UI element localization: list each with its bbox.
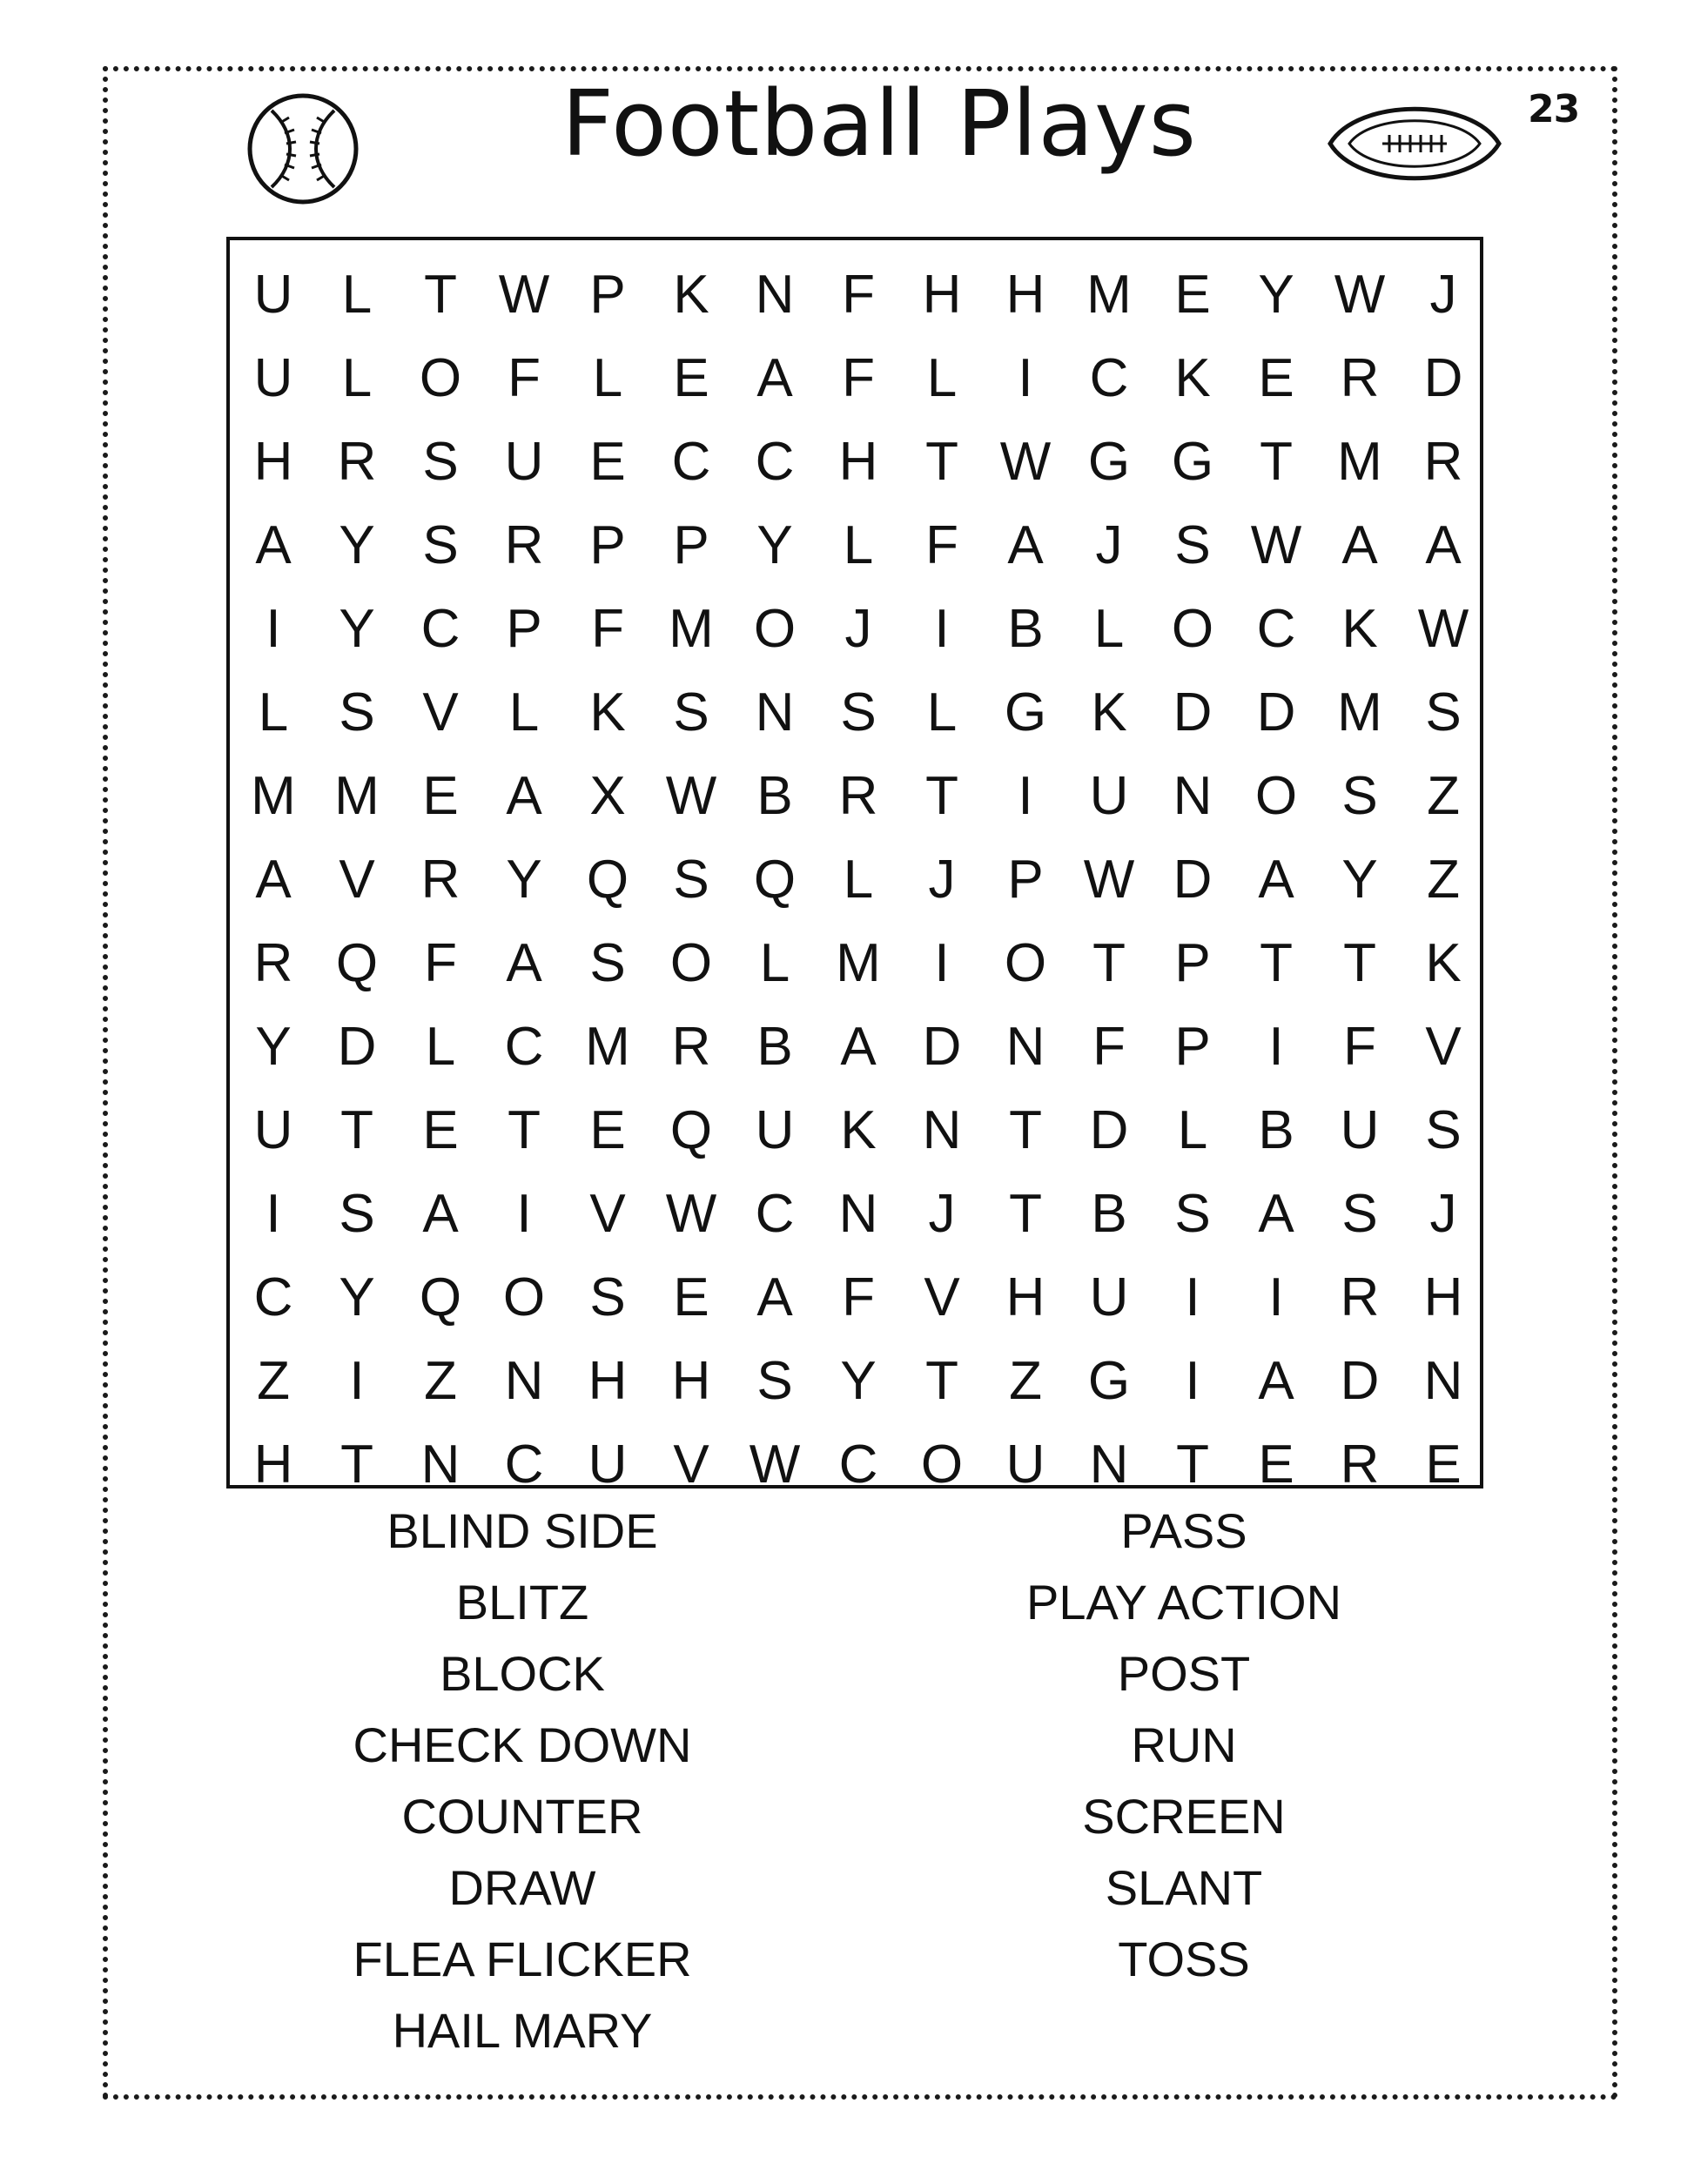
grid-letter[interactable]: U (253, 1099, 293, 1160)
grid-letter[interactable]: J (844, 598, 872, 659)
baseball-icon (245, 91, 360, 206)
grid-letter[interactable]: N (1089, 1434, 1129, 1495)
word-list-item: HAIL MARY (392, 2003, 653, 2058)
word-list-item: PASS (1120, 1503, 1247, 1558)
word-list-right (923, 1495, 1445, 1995)
grid-letter[interactable]: Y (255, 1016, 292, 1077)
grid-letter[interactable]: I (934, 598, 950, 659)
grid-letter[interactable]: N (922, 1099, 962, 1160)
grid-letter[interactable]: W (1334, 264, 1386, 325)
grid-letter[interactable]: C (755, 431, 795, 492)
grid-letter[interactable]: E (589, 1099, 626, 1160)
grid-letter[interactable]: A (1258, 1350, 1294, 1411)
grid-letter[interactable]: R (838, 765, 878, 826)
grid-letter[interactable]: Y (339, 598, 375, 659)
grid-letter[interactable]: I (516, 1183, 532, 1244)
grid-letter[interactable]: B (1091, 1183, 1127, 1244)
grid-letter[interactable]: E (1425, 1434, 1462, 1495)
grid-letter[interactable]: K (840, 1099, 877, 1160)
grid-letter[interactable]: C (755, 1183, 795, 1244)
grid-letter[interactable]: N (1005, 1016, 1045, 1077)
grid-letter[interactable]: M (1086, 264, 1132, 325)
grid-letter[interactable]: M (836, 932, 881, 993)
grid-letter[interactable]: S (1174, 514, 1211, 575)
grid-letter[interactable]: F (1092, 1016, 1126, 1077)
grid-letter[interactable]: W (665, 765, 717, 826)
grid-letter[interactable]: J (928, 849, 956, 910)
grid-letter[interactable]: D (1173, 849, 1213, 910)
grid-letter[interactable]: Q (586, 849, 629, 910)
grid-letter[interactable]: Q (753, 849, 797, 910)
grid-letter[interactable]: S (422, 431, 459, 492)
letter-grid (232, 252, 1485, 1506)
page-number: 23 (1528, 87, 1580, 131)
grid-letter[interactable]: E (673, 347, 709, 408)
grid-letter[interactable]: K (1425, 932, 1462, 993)
grid-letter[interactable]: T (925, 431, 958, 492)
grid-letter[interactable]: S (339, 682, 375, 743)
grid-letter[interactable]: S (1425, 1099, 1462, 1160)
grid-letter[interactable]: S (1341, 1183, 1378, 1244)
word-list-item: SLANT (1105, 1860, 1263, 1915)
word-list-item: CHECK DOWN (353, 1717, 692, 1772)
grid-letter[interactable]: P (1007, 849, 1044, 910)
grid-letter[interactable]: O (1171, 598, 1214, 659)
grid-letter[interactable]: H (671, 1350, 711, 1411)
grid-letter[interactable]: I (1185, 1267, 1200, 1327)
grid-letter[interactable]: W (498, 264, 550, 325)
grid-letter[interactable]: O (419, 347, 462, 408)
grid-letter[interactable]: L (843, 849, 874, 910)
grid-letter[interactable]: I (1018, 765, 1033, 826)
grid-letter[interactable]: E (589, 431, 626, 492)
grid-letter[interactable]: E (1258, 1434, 1294, 1495)
grid-letter[interactable]: P (589, 514, 626, 575)
word-list-item: TOSS (1118, 1932, 1250, 1986)
grid-letter[interactable]: R (1423, 431, 1463, 492)
grid-letter[interactable]: L (843, 514, 874, 575)
grid-letter[interactable]: L (425, 1016, 456, 1077)
grid-letter[interactable]: T (1092, 932, 1126, 993)
grid-letter[interactable]: F (424, 932, 457, 993)
grid-letter[interactable]: S (339, 1183, 375, 1244)
grid-letter[interactable]: T (1260, 431, 1293, 492)
word-list-item: PLAY ACTION (1025, 1575, 1342, 1630)
grid-letter[interactable]: P (1174, 1016, 1211, 1077)
grid-letter[interactable]: V (1425, 1016, 1462, 1077)
grid-letter[interactable]: A (422, 1183, 459, 1244)
grid-letter[interactable]: S (589, 932, 626, 993)
grid-letter[interactable]: S (673, 682, 709, 743)
grid-letter[interactable]: C (504, 1434, 544, 1495)
grid-letter[interactable]: I (349, 1350, 365, 1411)
grid-letter[interactable]: L (926, 347, 958, 408)
grid-letter[interactable]: F (842, 347, 875, 408)
grid-letter[interactable]: Q (419, 1267, 462, 1327)
grid-letter[interactable]: E (1258, 347, 1294, 408)
grid-letter[interactable]: M (669, 598, 714, 659)
grid-letter[interactable]: F (842, 1267, 875, 1327)
word-list-item: SCREEN (1082, 1789, 1286, 1844)
grid-letter[interactable]: I (1185, 1350, 1200, 1411)
grid-letter[interactable]: L (1177, 1099, 1208, 1160)
grid-letter[interactable]: A (1258, 1183, 1294, 1244)
grid-letter[interactable]: K (1341, 598, 1378, 659)
grid-letter[interactable]: M (1337, 682, 1382, 743)
grid-letter[interactable]: C (1089, 347, 1129, 408)
grid-letter[interactable]: P (1174, 932, 1211, 993)
grid-letter[interactable]: I (1018, 347, 1033, 408)
grid-letter[interactable]: L (1093, 598, 1125, 659)
word-list-item: BLITZ (455, 1575, 589, 1630)
grid-letter[interactable]: M (251, 765, 296, 826)
grid-letter[interactable]: O (1254, 765, 1298, 826)
grid-letter[interactable]: Y (339, 1267, 375, 1327)
grid-letter[interactable]: O (502, 1267, 546, 1327)
grid-letter[interactable]: H (588, 1350, 628, 1411)
grid-letter[interactable]: U (588, 1434, 628, 1495)
grid-letter[interactable]: I (1268, 1267, 1284, 1327)
grid-letter[interactable]: T (1176, 1434, 1209, 1495)
football-icon (1323, 94, 1506, 193)
grid-letter[interactable]: O (669, 932, 713, 993)
grid-letter[interactable]: A (255, 514, 292, 575)
grid-letter[interactable]: T (424, 264, 457, 325)
grid-letter[interactable]: D (1256, 682, 1296, 743)
grid-letter[interactable]: N (420, 1434, 460, 1495)
grid-letter[interactable]: S (1425, 682, 1462, 743)
grid-letter[interactable]: C (1256, 598, 1296, 659)
grid-letter[interactable]: D (1423, 347, 1463, 408)
grid-letter[interactable]: W (999, 431, 1052, 492)
grid-letter[interactable]: W (749, 1434, 801, 1495)
grid-letter[interactable]: H (253, 431, 293, 492)
grid-letter[interactable]: K (1174, 347, 1211, 408)
grid-letter[interactable]: B (1007, 598, 1044, 659)
word-list-item: BLIND SIDE (387, 1503, 658, 1558)
grid-letter[interactable]: O (1004, 932, 1047, 993)
grid-letter[interactable]: R (253, 932, 293, 993)
grid-letter[interactable]: L (508, 682, 540, 743)
grid-letter[interactable]: B (756, 765, 793, 826)
grid-letter[interactable]: Y (1341, 849, 1378, 910)
grid-letter[interactable]: R (1340, 1434, 1380, 1495)
grid-letter[interactable]: N (838, 1183, 878, 1244)
grid-letter[interactable]: H (253, 1434, 293, 1495)
grid-letter[interactable]: R (1340, 1267, 1380, 1327)
grid-letter[interactable]: S (840, 682, 877, 743)
grid-letter[interactable]: Y (840, 1350, 877, 1411)
grid-letter[interactable]: P (673, 514, 709, 575)
grid-letter[interactable]: J (1429, 264, 1457, 325)
grid-letter[interactable]: Y (756, 514, 793, 575)
grid-letter[interactable]: V (924, 1267, 960, 1327)
grid-letter[interactable]: U (1340, 1099, 1380, 1160)
grid-letter[interactable]: L (926, 682, 958, 743)
grid-letter[interactable]: A (756, 1267, 793, 1327)
grid-letter[interactable]: H (1423, 1267, 1463, 1327)
grid-letter[interactable]: D (337, 1016, 377, 1077)
grid-letter[interactable]: Y (1258, 264, 1294, 325)
grid-letter[interactable]: Z (1427, 849, 1460, 910)
grid-letter[interactable]: S (1174, 1183, 1211, 1244)
grid-letter[interactable]: T (1009, 1183, 1042, 1244)
grid-letter[interactable]: G (1087, 431, 1131, 492)
grid-letter[interactable]: K (589, 682, 626, 743)
grid-letter[interactable]: P (506, 598, 542, 659)
word-list-item: RUN (1131, 1717, 1237, 1772)
grid-letter[interactable]: S (756, 1350, 793, 1411)
grid-letter[interactable]: H (1005, 1267, 1045, 1327)
grid-letter[interactable]: I (934, 932, 950, 993)
grid-letter[interactable]: S (673, 849, 709, 910)
word-list-item: BLOCK (440, 1646, 605, 1701)
grid-letter[interactable]: G (1171, 431, 1214, 492)
grid-letter[interactable]: T (925, 765, 958, 826)
grid-letter[interactable]: W (665, 1183, 717, 1244)
grid-letter[interactable]: F (508, 347, 541, 408)
grid-letter[interactable]: R (504, 514, 544, 575)
grid-letter[interactable]: O (753, 598, 797, 659)
grid-letter[interactable]: L (258, 682, 289, 743)
grid-letter[interactable]: U (1089, 1267, 1129, 1327)
word-list-item: COUNTER (401, 1789, 643, 1844)
grid-letter[interactable]: B (1258, 1099, 1294, 1160)
grid-letter[interactable]: K (1091, 682, 1127, 743)
grid-letter[interactable]: C (420, 598, 460, 659)
grid-letter[interactable]: A (255, 849, 292, 910)
grid-letter[interactable]: C (504, 1016, 544, 1077)
grid-letter[interactable]: C (838, 1434, 878, 1495)
grid-letter[interactable]: L (341, 264, 373, 325)
grid-letter[interactable]: V (589, 1183, 626, 1244)
grid-letter[interactable]: D (1089, 1099, 1129, 1160)
grid-letter[interactable]: F (842, 264, 875, 325)
grid-letter[interactable]: C (253, 1267, 293, 1327)
grid-letter[interactable]: V (673, 1434, 709, 1495)
grid-letter[interactable]: Z (1009, 1350, 1042, 1411)
grid-letter[interactable]: A (506, 765, 542, 826)
grid-letter[interactable]: C (671, 431, 711, 492)
grid-letter[interactable]: L (759, 932, 790, 993)
grid-letter[interactable]: T (1009, 1099, 1042, 1160)
grid-letter[interactable]: T (1260, 932, 1293, 993)
grid-letter[interactable]: Z (424, 1350, 457, 1411)
grid-letter[interactable]: A (1341, 514, 1378, 575)
grid-letter[interactable]: R (420, 849, 460, 910)
grid-letter[interactable]: J (1095, 514, 1123, 575)
grid-letter[interactable]: A (506, 932, 542, 993)
grid-letter[interactable]: P (589, 264, 626, 325)
word-list-item: FLEA FLICKER (353, 1932, 692, 1986)
word-list-item: POST (1117, 1646, 1251, 1701)
word-list-item: DRAW (448, 1860, 596, 1915)
grid-letter[interactable]: U (253, 264, 293, 325)
page-title: Football Plays (561, 71, 1197, 177)
grid-letter[interactable]: E (422, 1099, 459, 1160)
word-list-left (261, 1495, 783, 2066)
grid-letter[interactable]: I (266, 598, 281, 659)
grid-letter[interactable]: L (341, 347, 373, 408)
grid-letter[interactable]: J (928, 1183, 956, 1244)
grid-letter[interactable]: J (1429, 1183, 1457, 1244)
grid-letter[interactable]: D (1173, 682, 1213, 743)
grid-letter[interactable]: L (592, 347, 623, 408)
grid-letter[interactable]: Q (669, 1099, 713, 1160)
grid-letter[interactable]: X (589, 765, 626, 826)
grid-letter[interactable]: D (1340, 1350, 1380, 1411)
grid-letter[interactable]: F (925, 514, 958, 575)
grid-letter[interactable]: Y (506, 849, 542, 910)
grid-letter[interactable]: M (334, 765, 380, 826)
grid-letter[interactable]: W (1417, 598, 1469, 659)
grid-letter[interactable]: U (1005, 1434, 1045, 1495)
grid-letter[interactable]: E (422, 765, 459, 826)
grid-letter[interactable]: N (755, 264, 795, 325)
grid-letter[interactable]: W (1250, 514, 1302, 575)
grid-letter[interactable]: Q (335, 932, 379, 993)
grid-letter[interactable]: G (1004, 682, 1047, 743)
grid-letter[interactable]: O (920, 1434, 964, 1495)
grid-letter[interactable]: H (922, 264, 962, 325)
grid-letter[interactable]: T (1343, 932, 1376, 993)
grid-letter[interactable]: A (840, 1016, 877, 1077)
grid-letter[interactable]: N (755, 682, 795, 743)
grid-letter[interactable]: H (1005, 264, 1045, 325)
grid-letter[interactable]: T (508, 1099, 541, 1160)
grid-letter[interactable]: Y (339, 514, 375, 575)
grid-letter[interactable]: A (1007, 514, 1044, 575)
grid-letter[interactable]: R (1340, 347, 1380, 408)
grid-letter[interactable]: G (1087, 1350, 1131, 1411)
grid-letter[interactable]: S (589, 1267, 626, 1327)
grid-letter[interactable]: S (1341, 765, 1378, 826)
grid-letter[interactable]: B (756, 1016, 793, 1077)
grid-letter[interactable]: F (1343, 1016, 1376, 1077)
grid-letter[interactable]: U (755, 1099, 795, 1160)
grid-letter[interactable]: A (756, 347, 793, 408)
grid-letter[interactable]: S (422, 514, 459, 575)
grid-letter[interactable]: U (1089, 765, 1129, 826)
grid-letter[interactable]: D (922, 1016, 962, 1077)
grid-letter[interactable]: H (838, 431, 878, 492)
grid-letter[interactable]: T (340, 1434, 373, 1495)
grid-letter[interactable]: M (1337, 431, 1382, 492)
grid-letter[interactable]: U (504, 431, 544, 492)
grid-letter[interactable]: N (1423, 1350, 1463, 1411)
grid-letter[interactable]: R (337, 431, 377, 492)
grid-letter[interactable]: R (671, 1016, 711, 1077)
grid-letter[interactable]: Z (257, 1350, 290, 1411)
grid-letter[interactable]: T (340, 1099, 373, 1160)
grid-letter[interactable]: I (1268, 1016, 1284, 1077)
grid-letter[interactable]: N (1173, 765, 1213, 826)
grid-letter[interactable]: T (925, 1350, 958, 1411)
grid-letter[interactable]: E (673, 1267, 709, 1327)
grid-letter[interactable]: W (1083, 849, 1135, 910)
grid-letter[interactable]: Z (1427, 765, 1460, 826)
grid-letter[interactable]: E (1174, 264, 1211, 325)
grid-letter[interactable]: V (422, 682, 459, 743)
grid-letter[interactable]: N (504, 1350, 544, 1411)
grid-letter[interactable]: I (266, 1183, 281, 1244)
grid-letter[interactable]: K (673, 264, 709, 325)
grid-letter[interactable]: U (253, 347, 293, 408)
grid-letter[interactable]: A (1258, 849, 1294, 910)
grid-letter[interactable]: M (585, 1016, 630, 1077)
grid-letter[interactable]: V (339, 849, 375, 910)
grid-letter[interactable]: A (1425, 514, 1462, 575)
grid-letter[interactable]: F (591, 598, 624, 659)
